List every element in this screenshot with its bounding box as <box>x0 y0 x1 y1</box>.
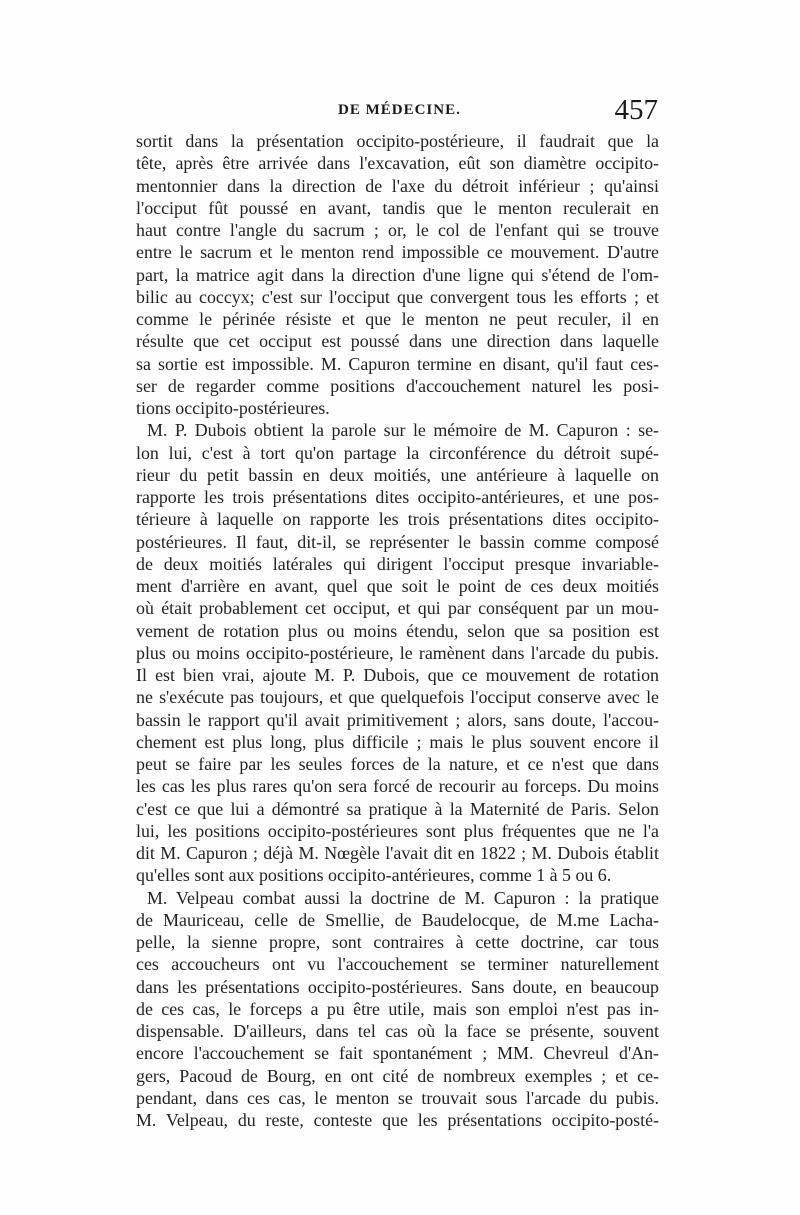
text-line: tions occipito-postérieures. <box>136 398 330 418</box>
page-number: 457 <box>614 94 658 126</box>
text-line: où était probablement cet occiput, et qui par conséquent par un mou- <box>136 598 659 619</box>
text-line: de ces cas, le forceps a pu être utile, mais son emploi n'est pas in- <box>136 998 659 1019</box>
text-line: dit M. Capuron ; déjà M. Nœgèle l'avait dit en 1822 ; M. Dubois établit <box>136 843 659 863</box>
paragraph-2 <box>136 419 659 886</box>
text-line: M. P. Dubois obtient la parole sur le mémoire de M. Capuron : se- <box>147 420 659 441</box>
text-line: M. Velpeau combat aussi la doctrine de M. Capuron : la pratique <box>147 887 659 908</box>
text-line: sa sortie est impossible. M. Capuron termine en disant, qu'il faut ces- <box>136 353 659 374</box>
text-line: M. Velpeau, du reste, conteste que les présentations occipito-posté- <box>136 1110 659 1130</box>
text-line: plus ou moins occipito-postérieure, le ramènent dans l'arcade du pubis. <box>136 642 659 663</box>
text-line: gers, Pacoud de Bourg, en ont cité de nombreux exemples ; et ce- <box>136 1065 659 1086</box>
text-line: entre le sacrum et le menton rend impossible ce mouvement. D'autre <box>136 242 659 263</box>
text-line: mentonnier dans la direction de l'axe du détroit inférieur ; qu'ainsi <box>136 175 659 196</box>
text-line: comme le périnée résiste et que le menton ne peut reculer, il en <box>136 309 659 329</box>
text-line: haut contre l'angle du sacrum ; or, le col de l'enfant qui se trouve <box>136 220 659 240</box>
text-line: rieur du petit bassin en deux moitiés, une antérieure à laquelle on <box>136 464 659 485</box>
text-line: postérieures. Il faut, dit-il, se représenter le bassin comme composé <box>136 531 659 552</box>
text-line: pelle, la sienne propre, sont contraires à cette doctrine, car tous <box>136 932 659 952</box>
text-line: ment d'arrière en avant, quel que soit le point de ces deux moitiés <box>136 576 659 596</box>
text-line: les cas les plus rares qu'on sera forcé de recourir au forceps. Du moins <box>136 776 659 797</box>
text-line: part, la matrice agit dans la direction d'une ligne qui s'étend de l'om- <box>136 264 659 285</box>
body-text <box>136 130 659 1131</box>
text-line: ser de regarder comme positions d'accouchement naturel les posi- <box>136 375 659 396</box>
text-line: l'occiput fût poussé en avant, tandis que le menton reculerait en <box>136 197 659 218</box>
text-line: c'est ce que lui a démontré sa pratique à la Maternité de Paris. Selon <box>136 798 659 819</box>
running-head <box>138 96 658 128</box>
paragraph-1 <box>136 130 659 419</box>
text-line: qu'elles sont aux positions occipito-antérieures, comme 1 à 5 ou 6. <box>136 865 612 886</box>
text-line: peut se faire par les seules forces de la nature, et ce n'est que dans <box>136 754 659 774</box>
text-line: rapporte les trois présentations dites occipito-antérieures, et une pos- <box>136 487 659 507</box>
text-line: dispensable. D'ailleurs, dans tel cas où la face se présente, souvent <box>136 1021 659 1041</box>
text-line: vement de rotation plus ou moins étendu, selon que sa position est <box>136 620 659 641</box>
text-line: dans les présentations occipito-postérieures. Sans doute, en beaucoup <box>136 976 659 997</box>
text-line: encore l'accouchement se fait spontanément ; MM. Chevreul d'An- <box>136 1043 659 1064</box>
text-line: bilic au coccyx; c'est sur l'occiput que convergent tous les efforts ; et <box>136 286 659 307</box>
text-line: ces accoucheurs ont vu l'accouchement se terminer naturellement <box>136 954 659 975</box>
text-line: résulte que cet occiput est poussé dans une direction dans laquelle <box>136 331 659 352</box>
text-line: pendant, dans ces cas, le menton se trouvait sous l'arcade du pubis. <box>136 1087 659 1108</box>
text-line: térieure à laquelle on rapporte les trois présentations dites occipito- <box>136 509 659 530</box>
paragraph-3 <box>136 887 659 1132</box>
text-line: bassin le rapport qu'il avait primitivement ; alors, sans doute, l'accou- <box>136 709 659 730</box>
text-line: lon lui, c'est à tort qu'on partage la circonférence du détroit supé- <box>136 442 659 463</box>
running-title: DE MÉDECINE. <box>338 102 461 118</box>
text-line: chement est plus long, plus difficile ; mais le plus souvent encore il <box>136 731 659 752</box>
text-line: sortit dans la présentation occipito-postérieure, il faudrait que la <box>136 131 659 151</box>
text-line: ne s'exécute pas toujours, et que quelquefois l'occiput conserve avec le <box>136 687 659 708</box>
text-line: de Mauriceau, celle de Smellie, de Baudelocque, de M.me Lacha- <box>136 909 659 930</box>
text-line: lui, les positions occipito-postérieures sont plus fréquentes que ne l'a <box>136 820 659 841</box>
text-line: tête, après être arrivée dans l'excavation, eût son diamètre occipito- <box>136 153 659 174</box>
text-line: de deux moitiés latérales qui dirigent l'occiput presque invariable- <box>136 553 659 574</box>
text-line: Il est bien vrai, ajoute M. P. Dubois, que ce mouvement de rotation <box>136 665 659 685</box>
